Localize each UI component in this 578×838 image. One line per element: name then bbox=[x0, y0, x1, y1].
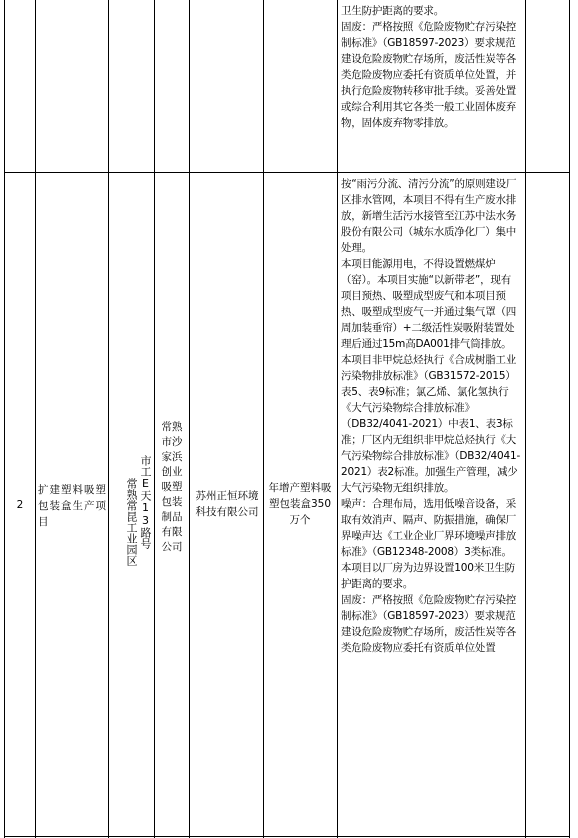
requirement-paragraph: 固废：严格按照《危险废物贮存污染控制标准》（GB18597-2023）要求规范建设危险废物贮存场所，废活性炭等各类危险废物应委托有资质单位处置 bbox=[341, 594, 517, 654]
production-scale: 年增产塑料吸塑包装盒350万个 bbox=[268, 482, 332, 526]
applicant: 常熟市沙家浜创业吸塑包装制品有限公司 bbox=[161, 421, 183, 553]
location-col-2: 市工E天13路号 bbox=[139, 455, 152, 549]
row-requirements bbox=[341, 176, 521, 656]
column-border bbox=[108, 0, 109, 838]
eia-unit: 苏州正恒环境科技有限公司 bbox=[195, 490, 259, 518]
row-divider bbox=[4, 172, 569, 173]
column-border bbox=[569, 0, 570, 838]
column-border bbox=[35, 0, 36, 838]
location-col-1: 常熟常昆工业园区 bbox=[125, 478, 138, 566]
column-border bbox=[525, 0, 526, 838]
column-border bbox=[263, 0, 264, 838]
requirement-paragraph: 噪声：合理布局，选用低噪音设备，采取有效消声、隔声、防振措施，确保厂界噪声达《工业企业厂界环境噪声排放标准》（GB12348-2008）3类标准。 bbox=[341, 498, 517, 558]
requirement-paragraph: 按“雨污分流、清污分流”的原则建设厂区排水管网，本项目不得有生产废水排放，新增生活污水接管至江苏中法水务股份有限公司（城东水质净化厂）集中处理。 bbox=[341, 178, 517, 254]
requirement-paragraph: 固废：严格按照《危险废物贮存污染控制标准》（GB18597-2023）要求规范建设危险废物贮存场所，废活性炭等各类危险废物应委托有资质单位处置，并执行危险废物转移审批手续。妥善处置或综合利用其它各类一般工业固体废弃物，固体废弃物零排放。 bbox=[341, 21, 517, 129]
requirement-paragraph: 本项目能源用电，不得设置燃煤炉（窑）。本项目实施“以新带老”，现有项目预热、吸塑成型废气和本项目预热、吸塑成型废气一并通过集气罩（四周加装垂帘）+二级活性炭吸附装置处理后通过15m高DA001排气筒排放。本项目非甲烷总烃执行《合成树脂工业污染物排放标准》（GB31572-2015）表5、表9标准；氯乙烯、氯化氢执行《大气污染物综合排放标准》（DB32/4041-2021）中表1、表3标准；厂区内无组织非甲烷总烃执行《大气污染物综合排放标准》（DB32/4041-2021）表2标准。加强生产管理，减少大气污染物无组织排放。 bbox=[341, 258, 521, 494]
table-bottom-border bbox=[4, 836, 569, 837]
column-border bbox=[189, 0, 190, 838]
row-index: 2 bbox=[16, 498, 24, 511]
top-row-requirements bbox=[341, 3, 521, 131]
column-border bbox=[154, 0, 155, 838]
requirement-paragraph: 卫生防护距离的要求。 bbox=[341, 5, 444, 17]
column-border bbox=[337, 0, 338, 838]
requirement-paragraph: 本项目以厂房为边界设置100米卫生防护距离的要求。 bbox=[341, 562, 515, 590]
project-name: 扩建塑料吸塑包装盒生产项目 bbox=[38, 484, 106, 528]
